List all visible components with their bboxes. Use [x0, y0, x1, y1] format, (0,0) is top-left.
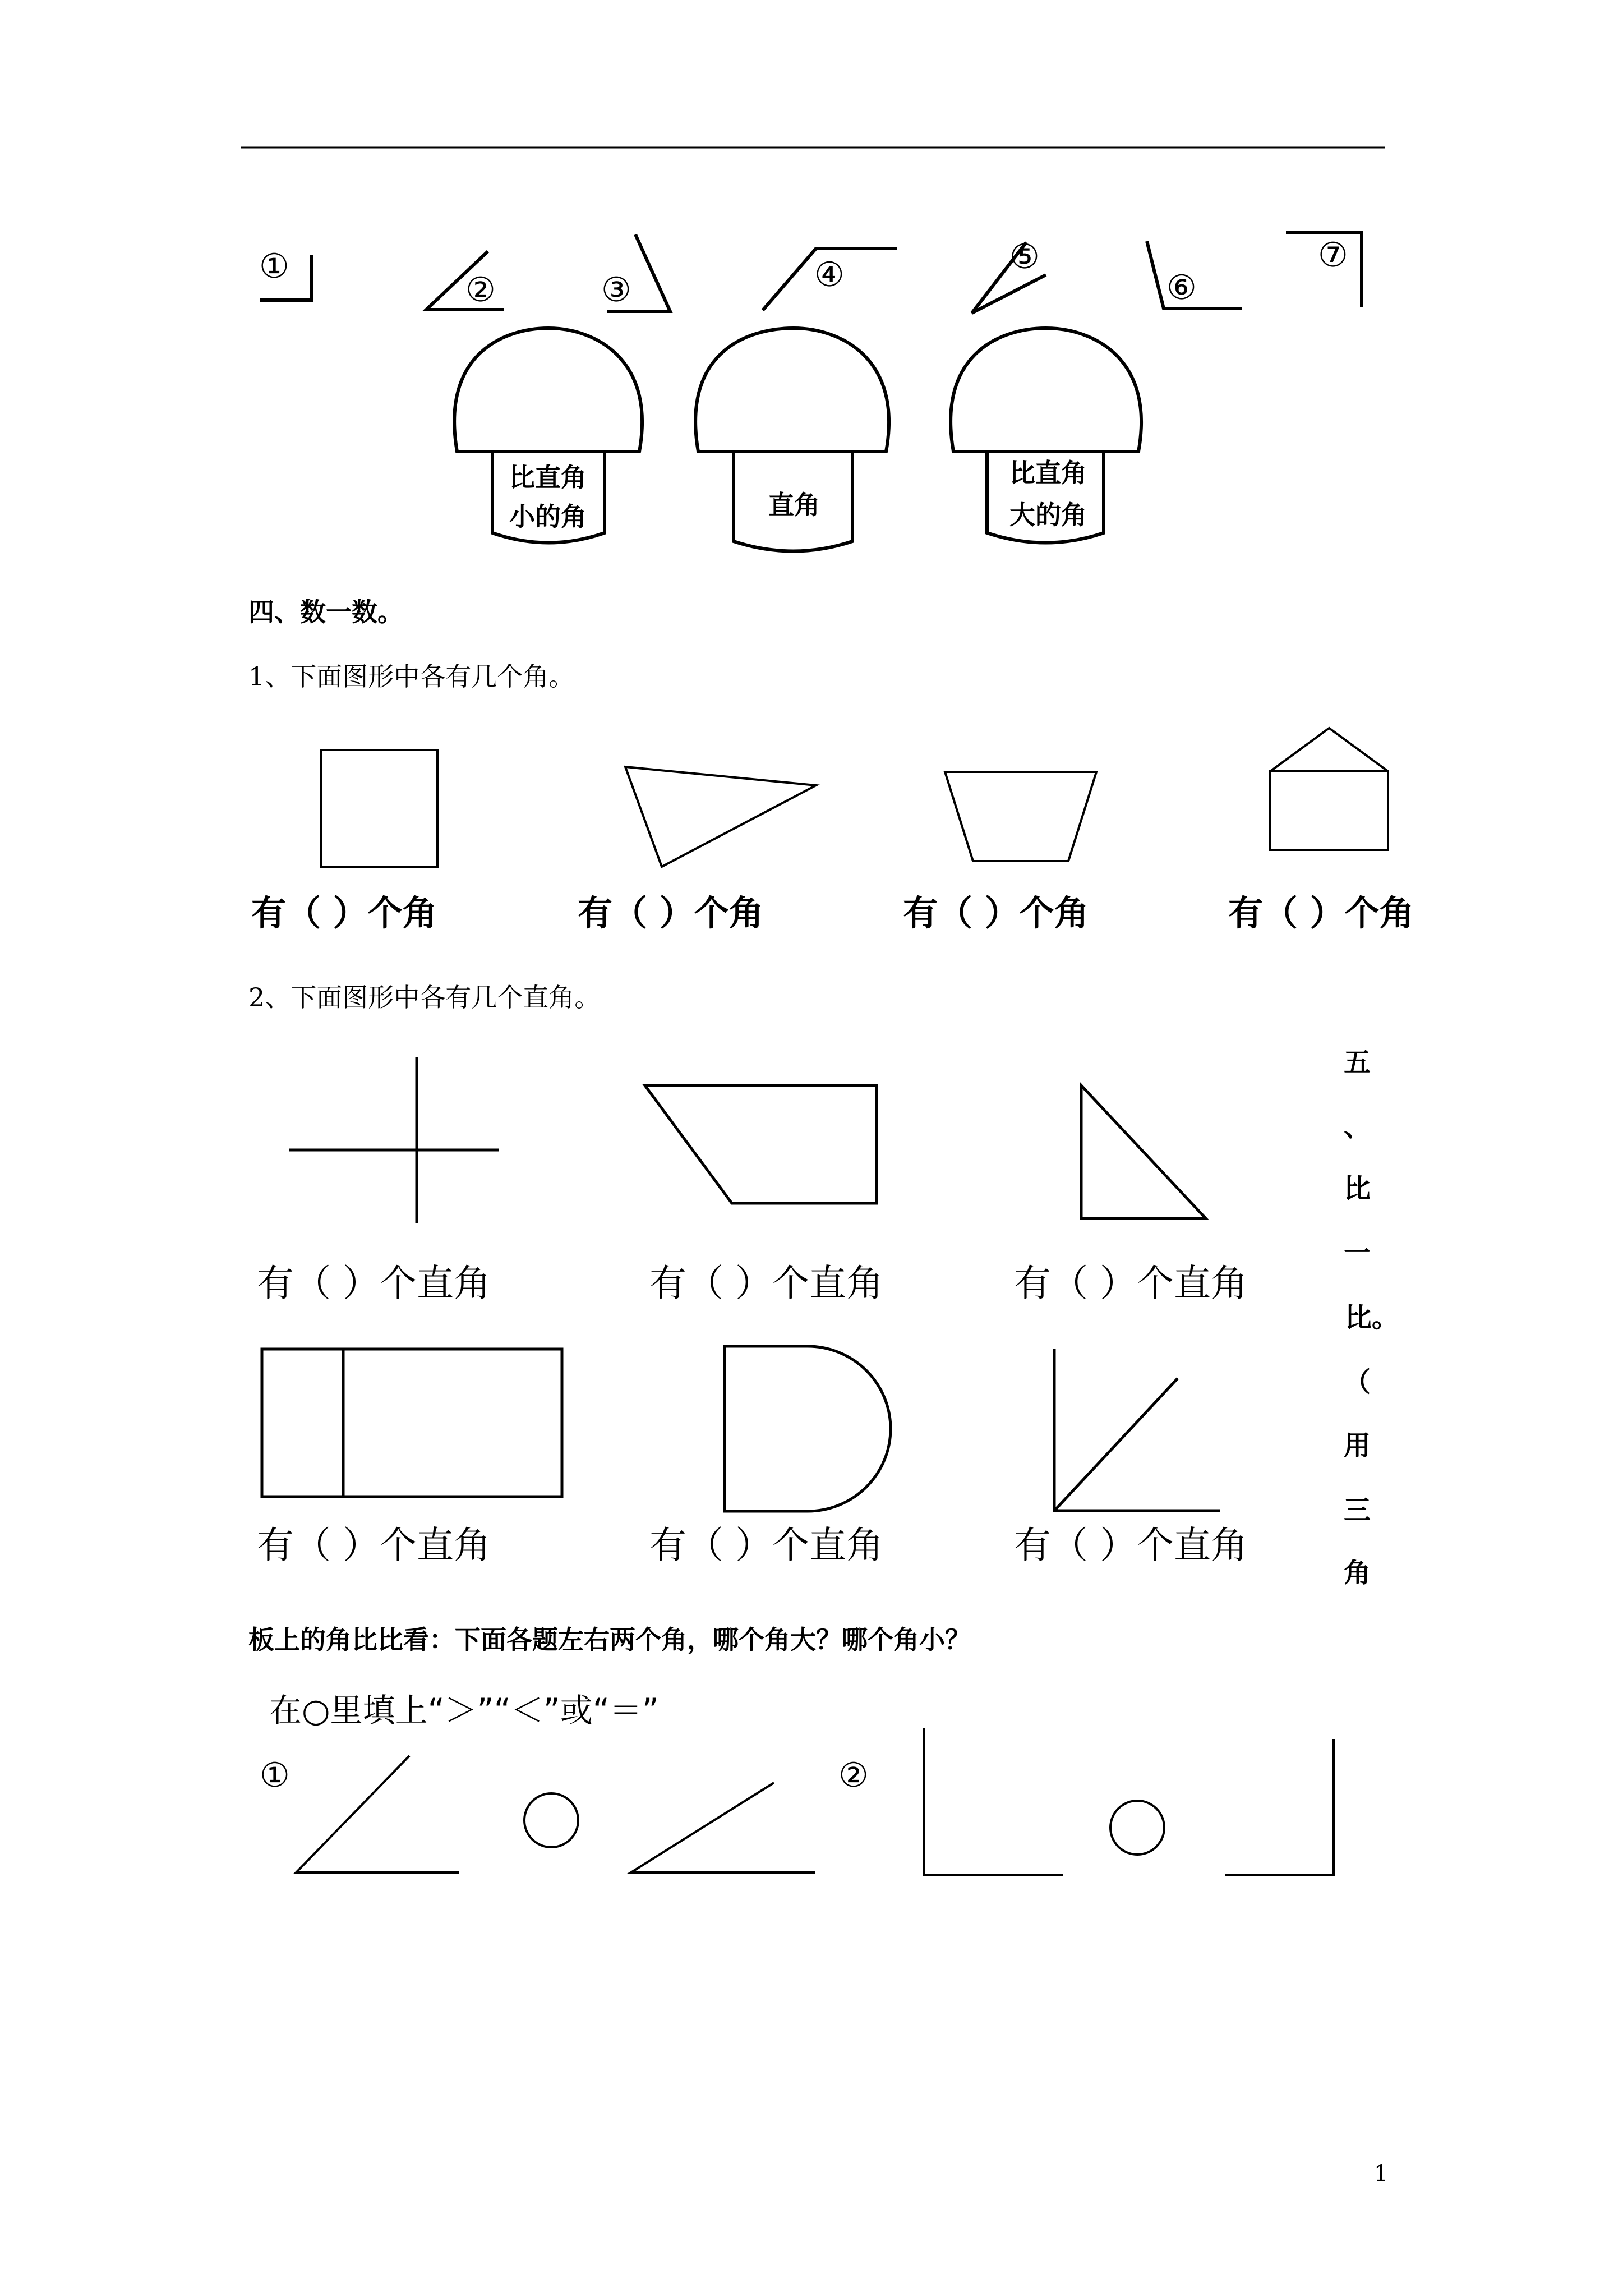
shape-triangle	[625, 767, 816, 867]
q2-answer-1: 有（ ）个直角	[257, 1262, 491, 1305]
q1-answer-3: 有（ ）个角	[903, 892, 1089, 933]
section5-instruction: 在○里填上“＞”“＜”或“＝”	[269, 1691, 659, 1729]
compare-2-left-angle	[924, 1728, 1063, 1875]
shape-d-shape	[725, 1346, 891, 1511]
mushroom-3-line1: 比直角	[1009, 458, 1087, 488]
q1-answer-2: 有（ ）个角	[578, 892, 764, 933]
q2-answer-3: 有（ ）个直角	[1014, 1262, 1248, 1305]
compare-1-right-angle	[631, 1783, 815, 1872]
compare-1-circle	[524, 1793, 578, 1847]
section5-vchar-3: 比	[1343, 1173, 1371, 1204]
section4-title: 四、数一数。	[248, 597, 403, 627]
q2-answer-4: 有（ ）个直角	[257, 1524, 491, 1567]
shape-square	[321, 750, 437, 867]
compare-item-1: ①	[260, 1756, 290, 1795]
angle-number-6: ⑥	[1166, 268, 1197, 307]
compare-item-2: ②	[838, 1756, 869, 1795]
section5-vchar-6: （	[1343, 1366, 1371, 1398]
mushroom-1-line2: 小的角	[509, 501, 587, 532]
q2-answer-2: 有（ ）个直角	[649, 1262, 883, 1305]
compare-1-left-angle	[296, 1756, 459, 1872]
angle-number-1: ①	[259, 247, 289, 286]
mushroom-2-line1: 直角	[768, 490, 820, 520]
section5-vchar-7: 用	[1343, 1430, 1371, 1461]
section4-q2: 2、下面图形中各有几个直角。	[248, 982, 601, 1013]
section4-q1: 1、下面图形中各有几个角。	[248, 661, 575, 692]
section5-vchar-1: 五	[1343, 1047, 1371, 1078]
section5-vchar-4: 一	[1343, 1237, 1371, 1269]
angle-number-4: ④	[814, 255, 845, 295]
angle-number-5: ⑤	[1009, 237, 1040, 277]
q2-answer-5: 有（ ）个直角	[649, 1524, 883, 1567]
angle-number-2: ②	[465, 270, 496, 310]
mushroom-1-line1: 比直角	[509, 462, 587, 493]
q1-answer-4: 有（ ）个角	[1228, 892, 1414, 933]
compare-2-right-angle	[1225, 1739, 1334, 1875]
shape-house	[1270, 728, 1388, 850]
page-number: 1	[1374, 2161, 1389, 2187]
section5-vchar-8: 三	[1343, 1494, 1371, 1526]
mushroom-3-line2: 大的角	[1009, 500, 1087, 530]
compare-2-circle	[1110, 1801, 1164, 1855]
section5-continuation: 板上的角比比看：下面各题左右两个角，哪个角大？哪个角小？	[248, 1625, 971, 1655]
q2-answer-6: 有（ ）个直角	[1014, 1524, 1248, 1567]
section5-vchar-5: 比。	[1345, 1302, 1399, 1333]
section5-vchar-2: 、	[1343, 1111, 1371, 1143]
shape-right-triangle	[1081, 1085, 1206, 1218]
q1-answer-1: 有（ ）个角	[251, 892, 437, 933]
section5-vchar-9: 角	[1343, 1557, 1371, 1589]
angle-number-7: ⑦	[1318, 236, 1348, 275]
angle-number-3: ③	[601, 270, 631, 310]
shape-cross	[289, 1057, 499, 1223]
shape-angle-with-ray	[1054, 1349, 1220, 1511]
shape-trapezoid	[945, 772, 1096, 861]
shape-right-trapezoid	[645, 1085, 877, 1203]
shape-split-rectangle	[262, 1349, 562, 1497]
